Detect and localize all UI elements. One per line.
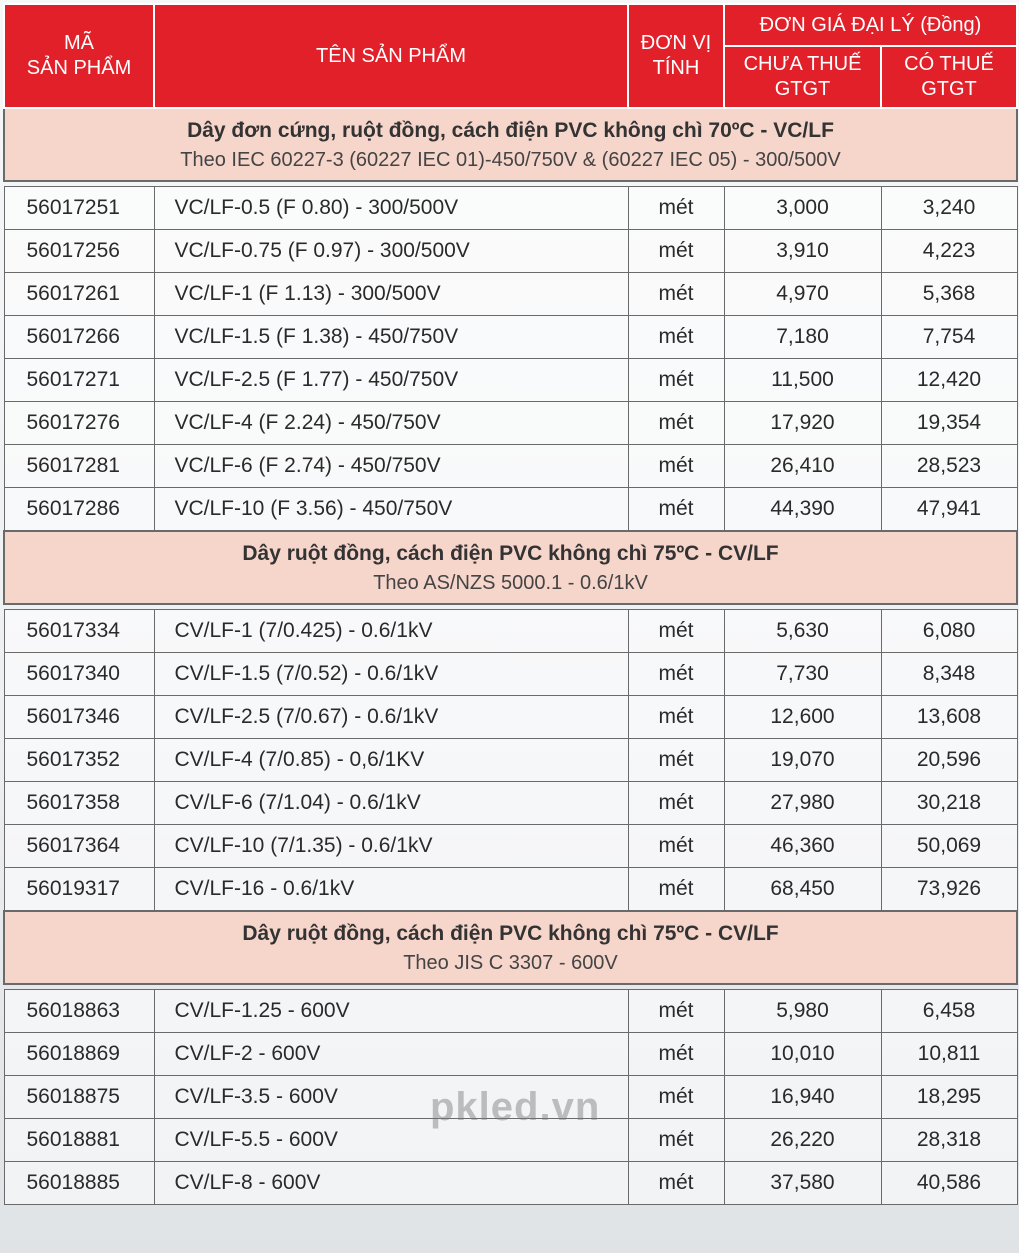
price-with-tax-cell: 18,295 (881, 1076, 1017, 1119)
header-name: TÊN SẢN PHẨM (154, 4, 628, 108)
price-with-tax-cell: 10,811 (881, 1033, 1017, 1076)
price-table (3, 3, 1018, 1205)
section-title: Dây ruột đồng, cách điện PVC không chì 75ºC - CV/LF (242, 541, 779, 565)
product-code-cell: 56017251 (4, 187, 154, 230)
product-code-cell: 56017271 (4, 359, 154, 402)
product-name-cell: CV/LF-3.5 - 600V (154, 1076, 628, 1119)
section-subtitle: Theo IEC 60227-3 (60227 IEC 01)-450/750V & (60227 IEC 05) - 300/500V (180, 148, 841, 171)
section-title: Dây đơn cứng, ruột đồng, cách điện PVC không chì 70ºC - VC/LF (187, 118, 834, 142)
header-code: MÃ SẢN PHẨM (4, 4, 154, 108)
section-title: Dây ruột đồng, cách điện PVC không chì 75ºC - CV/LF (242, 921, 779, 945)
price-with-tax-cell: 28,318 (881, 1119, 1017, 1162)
unit-cell: mét (628, 230, 724, 273)
price-pre-tax-cell: 68,450 (724, 868, 881, 912)
price-with-tax-cell: 20,596 (881, 739, 1017, 782)
table-row (4, 610, 1017, 653)
unit-cell: mét (628, 868, 724, 912)
table-header (4, 4, 1017, 108)
product-name-cell: VC/LF-2.5 (F 1.77) - 450/750V (154, 359, 628, 402)
product-code-cell: 56017352 (4, 739, 154, 782)
unit-cell: mét (628, 1119, 724, 1162)
price-pre-tax-cell: 17,920 (724, 402, 881, 445)
table-row (4, 359, 1017, 402)
table-row (4, 488, 1017, 532)
product-name-cell: CV/LF-6 (7/1.04) - 0.6/1kV (154, 782, 628, 825)
product-name-cell: CV/LF-1.5 (7/0.52) - 0.6/1kV (154, 653, 628, 696)
price-with-tax-cell: 13,608 (881, 696, 1017, 739)
price-pre-tax-cell: 46,360 (724, 825, 881, 868)
price-with-tax-cell: 7,754 (881, 316, 1017, 359)
price-pre-tax-cell: 5,980 (724, 990, 881, 1033)
table-row (4, 1162, 1017, 1205)
table-row (4, 868, 1017, 912)
price-pre-tax-cell: 7,730 (724, 653, 881, 696)
price-with-tax-cell: 12,420 (881, 359, 1017, 402)
unit-cell: mét (628, 488, 724, 532)
table-row (4, 825, 1017, 868)
product-code-cell: 56017286 (4, 488, 154, 532)
price-pre-tax-cell: 12,600 (724, 696, 881, 739)
section-header-row (4, 911, 1017, 984)
table-row (4, 653, 1017, 696)
section-header (4, 108, 1017, 181)
price-pre-tax-cell: 16,940 (724, 1076, 881, 1119)
product-name-cell: VC/LF-1.5 (F 1.38) - 450/750V (154, 316, 628, 359)
price-pre-tax-cell: 11,500 (724, 359, 881, 402)
unit-cell: mét (628, 653, 724, 696)
section-header-row (4, 108, 1017, 181)
product-code-cell: 56018863 (4, 990, 154, 1033)
price-pre-tax-cell: 44,390 (724, 488, 881, 532)
product-code-cell: 56018875 (4, 1076, 154, 1119)
price-with-tax-cell: 5,368 (881, 273, 1017, 316)
header-price-pre-tax: CHƯA THUẾ GTGT (724, 46, 881, 108)
price-with-tax-cell: 28,523 (881, 445, 1017, 488)
table-row (4, 739, 1017, 782)
product-code-cell: 56017364 (4, 825, 154, 868)
product-code-cell: 56017266 (4, 316, 154, 359)
unit-cell: mét (628, 782, 724, 825)
product-name-cell: CV/LF-16 - 0.6/1kV (154, 868, 628, 912)
unit-cell: mét (628, 696, 724, 739)
product-code-cell: 56017358 (4, 782, 154, 825)
section-subtitle: Theo AS/NZS 5000.1 - 0.6/1kV (373, 571, 648, 594)
product-code-cell: 56018869 (4, 1033, 154, 1076)
product-code-cell: 56018881 (4, 1119, 154, 1162)
unit-cell: mét (628, 990, 724, 1033)
product-name-cell: CV/LF-8 - 600V (154, 1162, 628, 1205)
section-subtitle: Theo JIS C 3307 - 600V (403, 951, 618, 974)
header-unit: ĐƠN VỊ TÍNH (628, 4, 724, 108)
price-with-tax-cell: 19,354 (881, 402, 1017, 445)
price-with-tax-cell: 6,080 (881, 610, 1017, 653)
product-name-cell: VC/LF-1 (F 1.13) - 300/500V (154, 273, 628, 316)
table-row (4, 187, 1017, 230)
unit-cell: mét (628, 1162, 724, 1205)
price-with-tax-cell: 30,218 (881, 782, 1017, 825)
product-code-cell: 56017281 (4, 445, 154, 488)
unit-cell: mét (628, 273, 724, 316)
product-name-cell: CV/LF-4 (7/0.85) - 0,6/1KV (154, 739, 628, 782)
section-header (4, 911, 1017, 984)
price-pre-tax-cell: 7,180 (724, 316, 881, 359)
price-pre-tax-cell: 19,070 (724, 739, 881, 782)
table-row (4, 445, 1017, 488)
unit-cell: mét (628, 316, 724, 359)
product-code-cell: 56017340 (4, 653, 154, 696)
price-with-tax-cell: 8,348 (881, 653, 1017, 696)
table-body (4, 108, 1017, 1205)
product-name-cell: VC/LF-0.5 (F 0.80) - 300/500V (154, 187, 628, 230)
table-row (4, 402, 1017, 445)
section-header-row (4, 531, 1017, 604)
product-code-cell: 56017256 (4, 230, 154, 273)
product-name-cell: CV/LF-1.25 - 600V (154, 990, 628, 1033)
unit-cell: mét (628, 1033, 724, 1076)
watermark-text: pkled.vn (430, 1085, 601, 1129)
product-name-cell: CV/LF-5.5 - 600V (154, 1119, 628, 1162)
unit-cell: mét (628, 359, 724, 402)
price-with-tax-cell: 47,941 (881, 488, 1017, 532)
price-pre-tax-cell: 37,580 (724, 1162, 881, 1205)
unit-cell: mét (628, 445, 724, 488)
price-with-tax-cell: 4,223 (881, 230, 1017, 273)
product-name-cell: CV/LF-2 - 600V (154, 1033, 628, 1076)
table-row (4, 696, 1017, 739)
product-code-cell: 56017346 (4, 696, 154, 739)
unit-cell: mét (628, 402, 724, 445)
price-pre-tax-cell: 4,970 (724, 273, 881, 316)
price-with-tax-cell: 50,069 (881, 825, 1017, 868)
unit-cell: mét (628, 739, 724, 782)
unit-cell: mét (628, 187, 724, 230)
header-price-with-tax: CÓ THUẾ GTGT (881, 46, 1017, 108)
table-row (4, 230, 1017, 273)
unit-cell: mét (628, 825, 724, 868)
product-name-cell: CV/LF-2.5 (7/0.67) - 0.6/1kV (154, 696, 628, 739)
section-header (4, 531, 1017, 604)
product-name-cell: CV/LF-10 (7/1.35) - 0.6/1kV (154, 825, 628, 868)
table-row (4, 782, 1017, 825)
product-name-cell: CV/LF-1 (7/0.425) - 0.6/1kV (154, 610, 628, 653)
price-with-tax-cell: 6,458 (881, 990, 1017, 1033)
price-with-tax-cell: 3,240 (881, 187, 1017, 230)
product-code-cell: 56019317 (4, 868, 154, 912)
price-pre-tax-cell: 5,630 (724, 610, 881, 653)
product-name-cell: VC/LF-10 (F 3.56) - 450/750V (154, 488, 628, 532)
table-row (4, 1033, 1017, 1076)
price-pre-tax-cell: 26,220 (724, 1119, 881, 1162)
price-with-tax-cell: 40,586 (881, 1162, 1017, 1205)
product-code-cell: 56017276 (4, 402, 154, 445)
price-with-tax-cell: 73,926 (881, 868, 1017, 912)
price-pre-tax-cell: 10,010 (724, 1033, 881, 1076)
price-pre-tax-cell: 27,980 (724, 782, 881, 825)
header-price-group: ĐƠN GIÁ ĐẠI LÝ (Đồng) (724, 4, 1017, 46)
table-row (4, 316, 1017, 359)
table-row (4, 990, 1017, 1033)
unit-cell: mét (628, 610, 724, 653)
product-code-cell: 56017334 (4, 610, 154, 653)
product-name-cell: VC/LF-0.75 (F 0.97) - 300/500V (154, 230, 628, 273)
unit-cell: mét (628, 1076, 724, 1119)
product-code-cell: 56017261 (4, 273, 154, 316)
price-pre-tax-cell: 3,000 (724, 187, 881, 230)
table-row (4, 273, 1017, 316)
price-pre-tax-cell: 26,410 (724, 445, 881, 488)
product-code-cell: 56018885 (4, 1162, 154, 1205)
product-name-cell: VC/LF-6 (F 2.74) - 450/750V (154, 445, 628, 488)
price-pre-tax-cell: 3,910 (724, 230, 881, 273)
product-name-cell: VC/LF-4 (F 2.24) - 450/750V (154, 402, 628, 445)
